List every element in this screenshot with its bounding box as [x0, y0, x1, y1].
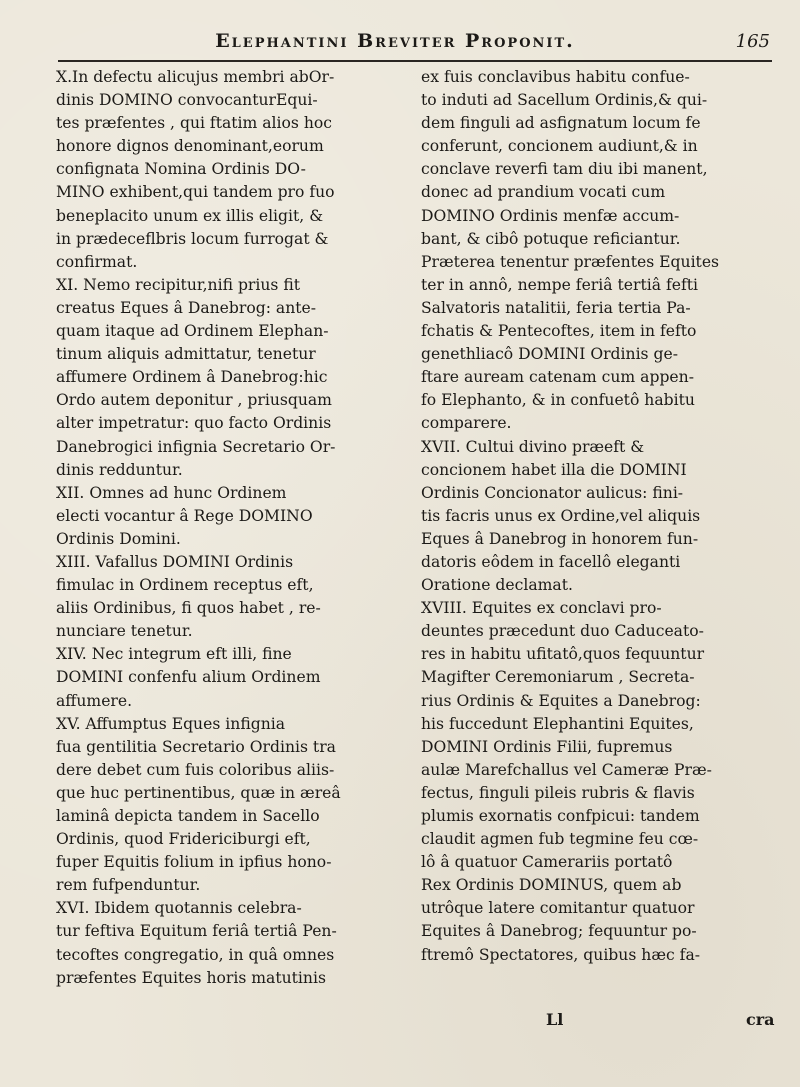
text-line: his fuccedunt Elephantini Equites, — [421, 714, 694, 733]
text-line: genethliacô DOMINI Ordinis ge- — [421, 345, 678, 364]
text-line: dere debet cum fuis coloribus aliis- — [56, 760, 335, 779]
text-line: bant, & cibô potuque reficiantur. — [421, 229, 681, 248]
text-line: Ordinis, quod Fridericiburgi eft, — [56, 830, 311, 849]
left-column — [56, 66, 411, 1026]
text-line: Rex Ordinis DOMINUS, quem ab — [421, 876, 682, 895]
text-line: rem fufpenduntur. — [56, 876, 201, 895]
text-line: Oratione declamat. — [421, 576, 573, 595]
text-line: beneplacito unum ex illis eligit, & — [56, 206, 324, 225]
text-columns — [56, 66, 776, 1026]
text-line: quam itaque ad Ordinem Elephan- — [56, 322, 329, 341]
text-line: tis facris unus ex Ordine,vel aliquis — [421, 506, 701, 525]
text-line: præfentes Equites horis matutinis — [56, 968, 326, 987]
text-line: fua gentilitia Secretario Ordinis tra — [56, 737, 336, 756]
page-number: 165 — [735, 31, 770, 52]
text-line: Equites â Danebrog; fequuntur po- — [421, 922, 697, 941]
text-line: MINO exhibent,qui tandem pro fuo — [56, 183, 335, 202]
text-line: electi vocantur â Rege DOMINO — [56, 506, 313, 525]
text-line: fo Elephanto, & in confuetô habitu — [421, 391, 695, 410]
text-line: fimulac in Ordinem receptus eft, — [56, 576, 314, 595]
text-line: ex fuis conclavibus habitu confue- — [421, 68, 690, 86]
text-line: fectus, finguli pileis rubris & flavis — [421, 783, 695, 802]
text-line: affumere Ordinem â Danebrog:hic — [56, 368, 328, 387]
text-line: conferunt, concionem audiunt,& in — [421, 137, 698, 156]
text-line: Præterea tenentur præfentes Equites — [421, 252, 720, 271]
text-line: utrôque latere comitantur quatuor — [421, 899, 695, 918]
text-line: ter in annô, nempe feriâ tertiâ fefti — [421, 275, 698, 294]
text-line: lô â quatuor Camerariis portatô — [421, 853, 673, 872]
text-line: datoris eôdem in facellô eleganti — [421, 552, 681, 571]
text-line: DOMINI Ordinis Filii, fupremus — [421, 737, 673, 756]
text-line: Danebrogici infignia Secretario Or- — [56, 437, 336, 456]
text-line: Salvatoris natalitii, feria tertia Pa- — [421, 298, 691, 317]
text-line: Magifter Ceremoniarum , Secreta- — [421, 668, 695, 687]
text-line: DOMINO Ordinis menfæ accum- — [421, 206, 680, 225]
text-line: DOMINI confenfu alium Ordinem — [56, 668, 321, 687]
text-line: honore dignos denominant,eorum — [56, 137, 324, 156]
signature-mark: Ll — [546, 1010, 564, 1029]
text-line: XV. Affumptus Eques infignia — [56, 714, 286, 733]
text-line: dinis DOMINO convocanturEqui- — [56, 91, 318, 110]
text-line: XVII. Cultui divino præeft & — [421, 437, 645, 456]
running-head — [60, 30, 770, 56]
text-line: claudit agmen fub tegmine feu cœ- — [421, 830, 699, 849]
text-line: XIV. Nec integrum eft illi, fine — [56, 645, 292, 664]
text-line: XII. Omnes ad hunc Ordinem — [56, 483, 287, 502]
text-line: tur feftiva Equitum feriâ tertiâ Pen- — [56, 922, 337, 941]
page-footer — [56, 1010, 776, 1034]
text-line: to induti ad Sacellum Ordinis,& qui- — [421, 91, 708, 110]
text-line: Ordinis Domini. — [56, 529, 181, 548]
text-line: Eques â Danebrog in honorem fun- — [421, 529, 699, 548]
text-line: concionem habet illa die DOMINI — [421, 460, 687, 479]
catchword: cra — [746, 1010, 775, 1029]
right-column — [421, 66, 776, 1026]
text-line: confirmat. — [56, 252, 138, 271]
text-line: alter impetratur: quo facto Ordinis — [56, 414, 332, 433]
text-line: fchatis & Pentecoftes, item in fefto — [421, 322, 697, 341]
running-title: Elephantini Breviter Proponit. — [215, 30, 575, 52]
text-line: dinis redduntur. — [56, 460, 183, 479]
text-line: XI. Nemo recipitur,nifi prius fit — [56, 275, 301, 294]
text-line: in prædeceflbris locum furrogat & — [56, 229, 329, 248]
text-line: tinum aliquis admittatur, tenetur — [56, 345, 316, 364]
text-line: plumis exornatis confpicui: tandem — [421, 807, 700, 825]
text-line: aliis Ordinibus, fi quos habet , re- — [56, 599, 321, 618]
text-line: confignata Nomina Ordinis DO- — [56, 160, 306, 179]
text-line: comparere. — [421, 414, 512, 433]
text-line: tecoftes congregatio, in quâ omnes — [56, 945, 335, 964]
text-line: conclave reverfi tam diu ibi manent, — [421, 160, 708, 179]
text-line: Ordo autem deponitur , priusquam — [56, 391, 332, 410]
text-line: que huc pertinentibus, quæ in æreâ — [56, 783, 341, 802]
text-line: XIII. Vafallus DOMINI Ordinis — [56, 552, 294, 571]
text-line: nunciare tenetur. — [56, 622, 193, 641]
text-line: XVI. Ibidem quotannis celebra- — [56, 899, 302, 918]
text-line: dem finguli ad asfignatum locum fe — [421, 114, 701, 133]
text-line: creatus Eques â Danebrog: ante- — [56, 298, 317, 317]
text-line: ftare auream catenam cum appen- — [421, 368, 694, 387]
header-rule — [58, 60, 772, 62]
text-line: deuntes præcedunt duo Caduceato- — [421, 622, 704, 641]
text-line: X.In defectu alicujus membri abOr- — [56, 68, 335, 86]
text-line: fuper Equitis folium in ipfius hono- — [56, 853, 332, 872]
text-line: aulæ Marefchallus vel Cameræ Præ- — [421, 760, 712, 779]
text-line: Ordinis Concionator aulicus: fini- — [421, 483, 684, 502]
text-line: tes præfentes , qui ftatim alios hoc — [56, 114, 333, 133]
text-line: res in habitu ufitatô,quos fequuntur — [421, 645, 705, 664]
text-line: XVIII. Equites ex conclavi pro- — [421, 599, 662, 618]
text-line: affumere. — [56, 691, 133, 710]
text-line: laminâ depicta tandem in Sacello — [56, 807, 320, 825]
text-line: donec ad prandium vocati cum — [421, 183, 666, 202]
text-line: ftremô Spectatores, quibus hæc fa- — [421, 945, 701, 964]
text-line: rius Ordinis & Equites a Danebrog: — [421, 691, 701, 710]
